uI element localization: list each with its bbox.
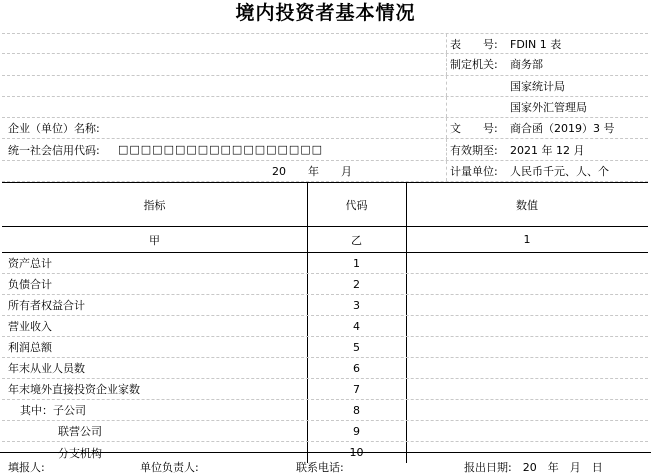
valid-until-label: 有效期至: bbox=[450, 143, 498, 157]
meta-row-form-no bbox=[2, 33, 648, 54]
row-indicator: 年末境外直接投资企业家数 bbox=[8, 383, 140, 397]
meta-row-authority-1 bbox=[2, 54, 648, 75]
meta-row-period bbox=[2, 161, 648, 182]
form-footer bbox=[0, 452, 651, 475]
row-code: 9 bbox=[353, 424, 360, 438]
table-row bbox=[2, 400, 648, 421]
row-indicator: 其中：子公司 bbox=[20, 404, 86, 418]
report-date-label: 报出日期: 20 年 月 日 bbox=[464, 461, 603, 474]
row-code: 2 bbox=[353, 277, 360, 291]
row-indicator: 负债合计 bbox=[8, 278, 52, 292]
meta-row-credit-code bbox=[2, 139, 648, 160]
row-code: 1 bbox=[353, 256, 360, 270]
table-row bbox=[2, 316, 648, 337]
row-code: 6 bbox=[353, 361, 360, 375]
unit-value: 人民币千元、人、个 bbox=[510, 164, 609, 178]
row-code: 3 bbox=[353, 298, 360, 312]
form-title: 境内投资者基本情况 bbox=[235, 2, 416, 24]
authority-label: 制定机关: bbox=[450, 58, 498, 72]
unit-label: 计量单位: bbox=[450, 164, 498, 178]
header-code: 代码 bbox=[345, 198, 368, 212]
doc-no-label: 文 号: bbox=[450, 122, 498, 136]
table-row bbox=[2, 295, 648, 316]
report-period: 20 年 月 bbox=[272, 164, 352, 178]
company-name-label: 企业（单位）名称: bbox=[8, 122, 100, 136]
row-code: 4 bbox=[353, 319, 360, 333]
meta-row-authority-2 bbox=[2, 76, 648, 97]
row-code: 8 bbox=[353, 403, 360, 417]
unit-head-label: 单位负责人: bbox=[140, 461, 199, 474]
meta-row-authority-3 bbox=[2, 97, 648, 118]
table-row bbox=[2, 421, 648, 442]
header-indicator: 指标 bbox=[143, 198, 166, 212]
table-row bbox=[2, 337, 648, 358]
table-row bbox=[2, 274, 648, 295]
table-header-row bbox=[2, 182, 648, 227]
form-grid bbox=[2, 33, 648, 463]
row-code: 5 bbox=[353, 340, 360, 354]
table-row bbox=[2, 379, 648, 400]
table-subheader-row bbox=[2, 227, 648, 253]
row-indicator: 利润总额 bbox=[8, 341, 52, 355]
row-indicator: 资产总计 bbox=[8, 257, 52, 271]
authority-value-1: 商务部 bbox=[510, 58, 543, 72]
row-indicator: 所有者权益合计 bbox=[8, 299, 85, 313]
table-row bbox=[2, 253, 648, 274]
table-row bbox=[2, 358, 648, 379]
row-indicator: 营业收入 bbox=[8, 320, 52, 334]
header-value: 数值 bbox=[516, 198, 538, 212]
subheader-value: 1 bbox=[523, 233, 531, 247]
meta-row-company bbox=[2, 118, 648, 139]
authority-value-2: 国家统计局 bbox=[510, 79, 565, 93]
row-code: 10 bbox=[349, 446, 364, 460]
filler-label: 填报人: bbox=[8, 461, 45, 474]
subheader-indicator: 甲 bbox=[149, 233, 160, 247]
row-indicator: 年末从业人员数 bbox=[8, 362, 85, 376]
row-indicator: 分支机构 bbox=[58, 446, 102, 460]
subheader-code: 乙 bbox=[351, 233, 362, 247]
valid-until-value: 2021 年 12 月 bbox=[510, 143, 585, 157]
doc-no-value: 商合函（2019）3 号 bbox=[510, 122, 615, 136]
row-indicator: 联营公司 bbox=[58, 425, 102, 439]
phone-label: 联系电话: bbox=[296, 461, 344, 474]
form-no-label: 表 号: bbox=[450, 37, 498, 51]
credit-code-boxes[interactable]: □□□□□□□□□□□□□□□□□□ bbox=[118, 143, 324, 157]
credit-code-label: 统一社会信用代码: bbox=[8, 143, 100, 157]
authority-value-3: 国家外汇管理局 bbox=[510, 101, 587, 115]
form-no-value: FDIN 1 表 bbox=[510, 37, 562, 51]
row-code: 7 bbox=[353, 382, 360, 396]
